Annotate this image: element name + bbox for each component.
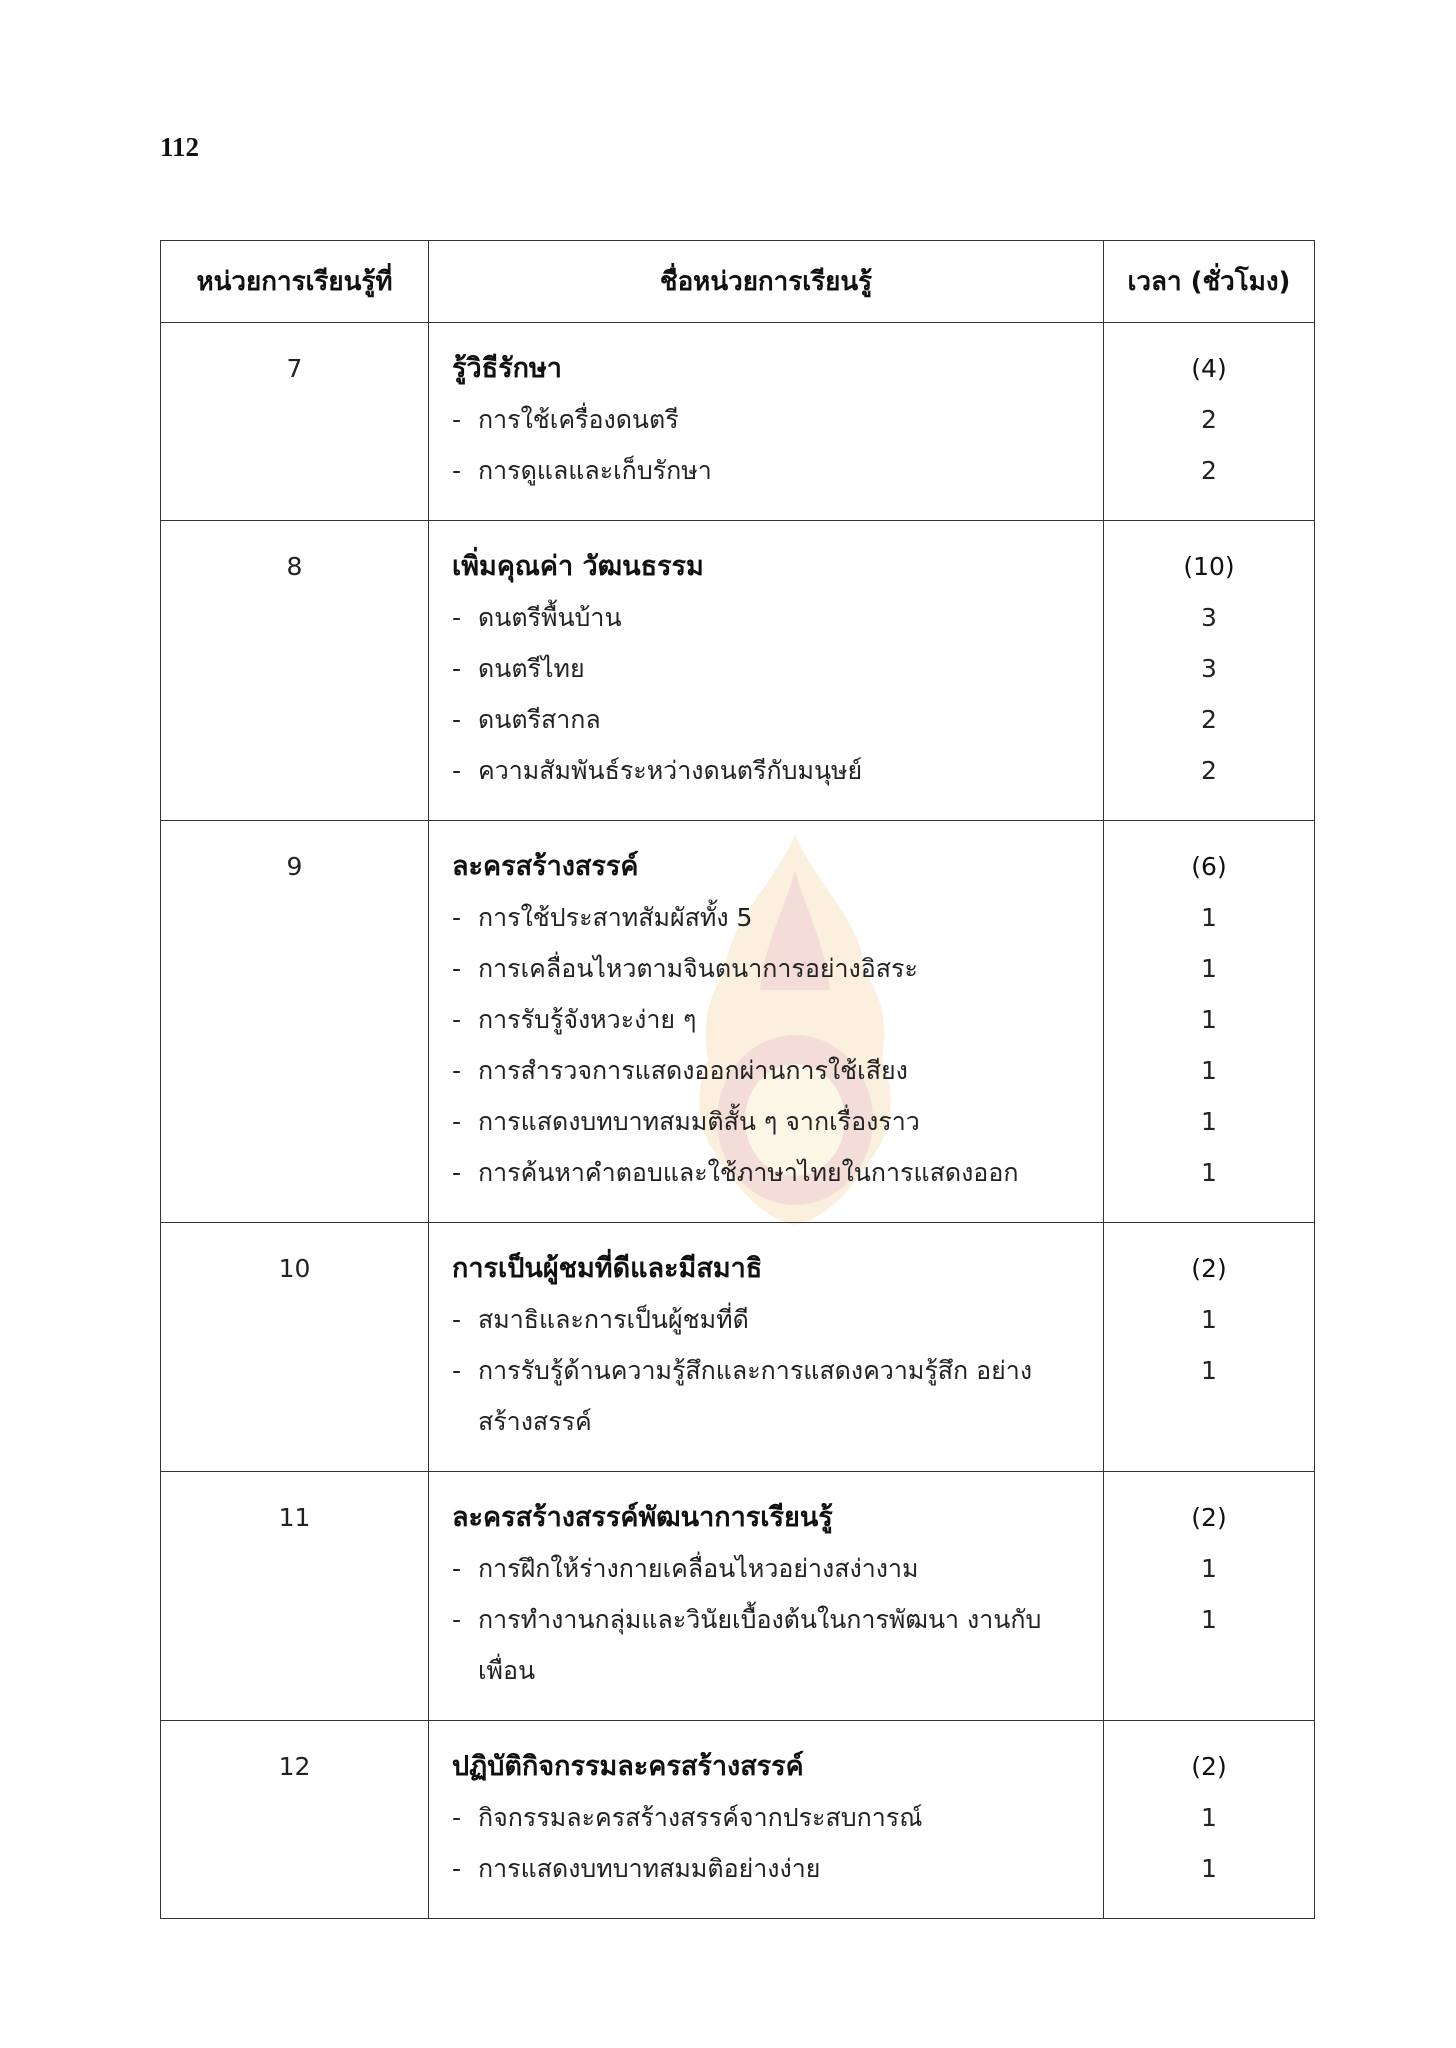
topic-item: - การรับรู้จังหวะง่าย ๆ <box>452 1005 697 1034</box>
topic-item: - ดนตรีสากล <box>452 705 601 734</box>
unit-content <box>429 1223 1104 1472</box>
unit-title: การเป็นผู้ชมที่ดีและมีสมาธิ <box>452 1253 763 1284</box>
unit-number: 11 <box>161 1472 429 1721</box>
total-hours: (2) <box>1191 1752 1227 1781</box>
topic-text: กิจกรรมละครสร้างสรรค์จากประสบการณ์ <box>478 1803 923 1832</box>
topic-text: การทำงานกลุ่มและวินัยเบื้องต้นในการพัฒนา งานกับเพื่อน <box>478 1605 1042 1685</box>
topic-item: - ดนตรีพื้นบ้าน <box>452 603 622 632</box>
topic-item: - การค้นหาคำตอบและใช้ภาษาไทยในการแสดงออก <box>452 1158 1019 1187</box>
learning-units-table <box>160 240 1315 1919</box>
unit-number: 8 <box>161 521 429 821</box>
unit-content <box>429 821 1104 1223</box>
topic-text: การใช้เครื่องดนตรี <box>478 405 679 434</box>
topic-item: - ดนตรีไทย <box>452 654 585 683</box>
topic-item: - การทำงานกลุ่มและวินัยเบื้องต้นในการพัฒนา งานกับเพื่อน <box>452 1605 1042 1685</box>
unit-hours <box>1104 521 1315 821</box>
topic-text: ความสัมพันธ์ระหว่างดนตรีกับมนุษย์ <box>478 756 863 785</box>
topic-text: สมาธิและการเป็นผู้ชมที่ดี <box>478 1305 749 1334</box>
total-hours: (2) <box>1191 1503 1227 1532</box>
topic-hours: 1 <box>1201 1854 1217 1883</box>
table-row <box>161 821 1315 1223</box>
topic-hours: 1 <box>1201 1305 1217 1334</box>
unit-title: ละครสร้างสรรค์พัฒนาการเรียนรู้ <box>452 1502 833 1533</box>
topic-hours: 1 <box>1201 903 1217 932</box>
topic-hours: 2 <box>1201 705 1217 734</box>
topic-item: - การเคลื่อนไหวตามจินตนาการอย่างอิสระ <box>452 954 918 983</box>
topic-hours: 2 <box>1201 756 1217 785</box>
topic-item: - การฝึกให้ร่างกายเคลื่อนไหวอย่างสง่างาม <box>452 1554 919 1583</box>
topic-item: - สมาธิและการเป็นผู้ชมที่ดี <box>452 1305 749 1334</box>
topic-hours: 1 <box>1201 1356 1217 1385</box>
topic-hours: 1 <box>1201 1605 1217 1634</box>
topic-hours: 1 <box>1201 954 1217 983</box>
table-row <box>161 1472 1315 1721</box>
topic-item: - กิจกรรมละครสร้างสรรค์จากประสบการณ์ <box>452 1803 923 1832</box>
topic-item: - การแสดงบทบาทสมมติอย่างง่าย <box>452 1854 821 1883</box>
topic-item: - การใช้เครื่องดนตรี <box>452 405 679 434</box>
unit-hours <box>1104 323 1315 521</box>
topic-text: การแสดงบทบาทสมมติสั้น ๆ จากเรื่องราว <box>478 1107 920 1136</box>
topic-text: การใช้ประสาทสัมผัสทั้ง 5 <box>478 903 753 932</box>
topic-text: การรับรู้ด้านความรู้สึกและการแสดงความรู้สึก อย่างสร้างสรรค์ <box>478 1356 1033 1436</box>
unit-hours <box>1104 1223 1315 1472</box>
topic-item: - การดูแลและเก็บรักษา <box>452 456 712 485</box>
table-row <box>161 521 1315 821</box>
topic-text: การค้นหาคำตอบและใช้ภาษาไทยในการแสดงออก <box>478 1158 1019 1187</box>
topic-hours: 1 <box>1201 1107 1217 1136</box>
topic-text: การแสดงบทบาทสมมติอย่างง่าย <box>478 1854 821 1883</box>
unit-title: ละครสร้างสรรค์ <box>452 851 639 882</box>
topic-text: ดนตรีพื้นบ้าน <box>478 603 622 632</box>
topic-text: การรับรู้จังหวะง่าย ๆ <box>478 1005 697 1034</box>
topic-item: - การรับรู้ด้านความรู้สึกและการแสดงความรู้สึก อย่างสร้างสรรค์ <box>452 1356 1033 1436</box>
topic-hours: 2 <box>1201 456 1217 485</box>
topic-text: การดูแลและเก็บรักษา <box>478 456 712 485</box>
unit-content <box>429 521 1104 821</box>
unit-number: 10 <box>161 1223 429 1472</box>
topic-hours: 1 <box>1201 1056 1217 1085</box>
topic-hours: 1 <box>1201 1158 1217 1187</box>
topic-text: การสำรวจการแสดงออกผ่านการใช้เสียง <box>478 1056 908 1085</box>
topic-hours: 1 <box>1201 1005 1217 1034</box>
unit-content <box>429 1472 1104 1721</box>
topic-hours: 2 <box>1201 405 1217 434</box>
unit-content <box>429 1721 1104 1919</box>
topic-item: - ความสัมพันธ์ระหว่างดนตรีกับมนุษย์ <box>452 756 863 785</box>
unit-content <box>429 323 1104 521</box>
unit-hours <box>1104 1472 1315 1721</box>
topic-item: - การสำรวจการแสดงออกผ่านการใช้เสียง <box>452 1056 908 1085</box>
unit-title: ปฏิบัติกิจกรรมละครสร้างสรรค์ <box>452 1751 804 1782</box>
topic-item: - การแสดงบทบาทสมมติสั้น ๆ จากเรื่องราว <box>452 1107 920 1136</box>
topic-hours: 3 <box>1201 603 1217 632</box>
table-row <box>161 1223 1315 1472</box>
unit-title: เพิ่มคุณค่า วัฒนธรรม <box>452 551 704 582</box>
header-unit-number: หน่วยการเรียนรู้ที่ <box>161 241 429 323</box>
topic-hours: 1 <box>1201 1554 1217 1583</box>
header-time-hours: เวลา (ชั่วโมง) <box>1104 241 1315 323</box>
unit-number: 7 <box>161 323 429 521</box>
unit-number: 9 <box>161 821 429 1223</box>
total-hours: (10) <box>1183 552 1235 581</box>
unit-hours <box>1104 821 1315 1223</box>
unit-number: 12 <box>161 1721 429 1919</box>
topic-text: การเคลื่อนไหวตามจินตนาการอย่างอิสระ <box>478 954 918 983</box>
topic-hours: 3 <box>1201 654 1217 683</box>
page-number: 112 <box>160 132 200 162</box>
unit-title: รู้วิธีรักษา <box>452 353 562 384</box>
topic-item: - การใช้ประสาทสัมผัสทั้ง 5 <box>452 903 753 932</box>
topic-text: ดนตรีสากล <box>478 705 601 734</box>
table-row <box>161 1721 1315 1919</box>
total-hours: (6) <box>1191 852 1227 881</box>
table-row <box>161 323 1315 521</box>
topic-text: การฝึกให้ร่างกายเคลื่อนไหวอย่างสง่างาม <box>478 1554 919 1583</box>
topic-hours: 1 <box>1201 1803 1217 1832</box>
total-hours: (4) <box>1191 354 1227 383</box>
table-header-row <box>161 241 1315 323</box>
total-hours: (2) <box>1191 1254 1227 1283</box>
header-unit-name: ชื่อหน่วยการเรียนรู้ <box>429 241 1104 323</box>
unit-hours <box>1104 1721 1315 1919</box>
topic-text: ดนตรีไทย <box>478 654 585 683</box>
